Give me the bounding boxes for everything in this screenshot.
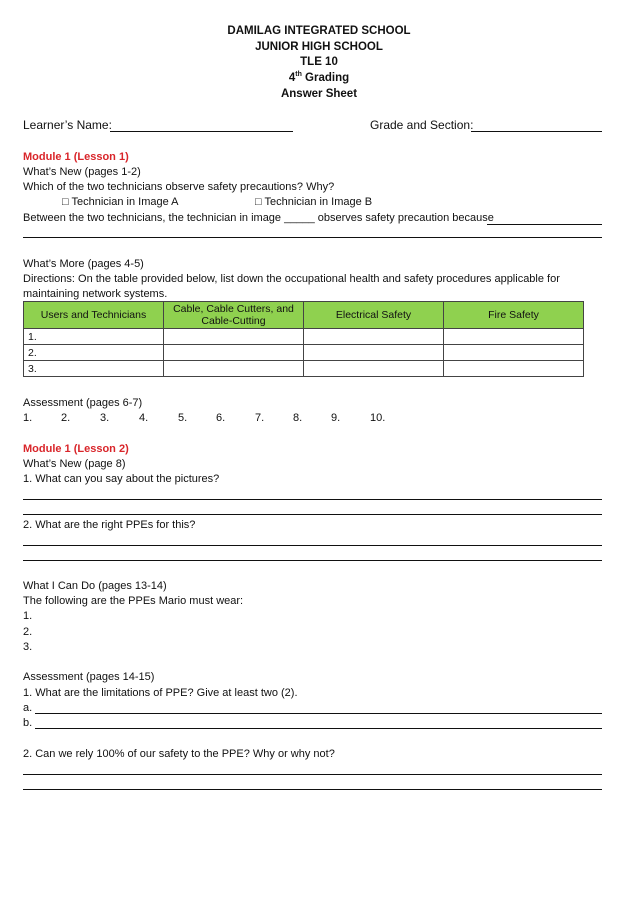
option-a-label: a. [23, 702, 33, 714]
table-cell[interactable] [444, 345, 584, 361]
table-cell[interactable] [164, 345, 304, 361]
grading-title [0, 71, 638, 84]
limitations-question: 1. What are the limitations of PPE? Give at least two (2). [23, 687, 298, 699]
answer-line[interactable] [23, 514, 602, 515]
table-row [24, 361, 584, 377]
lesson1-whats-new: What’s New (pages 1-2) [23, 166, 141, 178]
answer-line[interactable] [23, 560, 602, 561]
assessment-number: 7. [255, 412, 265, 424]
header-users-technicians: Users and Technicians [24, 302, 164, 329]
table-cell[interactable] [304, 329, 444, 345]
assessment-number: 1. [23, 412, 33, 424]
ppe-item: 1. [23, 610, 33, 622]
table-row [24, 329, 584, 345]
row-number: 1. [24, 329, 164, 345]
sheet-title: Answer Sheet [280, 88, 358, 100]
directions-line-1: Directions: On the table provided below, list down the occupational health and safety procedures applicable for [23, 273, 560, 285]
ppe-item: 2. [23, 626, 33, 638]
lesson1-title: Module 1 (Lesson 1) [23, 151, 129, 163]
table-cell[interactable] [164, 329, 304, 345]
directions-line-2: maintaining network systems. [23, 288, 168, 300]
option-a-checkbox[interactable]: □ Technician in Image A [62, 196, 179, 208]
learner-name-label: Learner’s Name: [23, 118, 112, 132]
whats-more-title: What’s More (pages 4-5) [23, 258, 144, 270]
assessment-number: 9. [331, 412, 341, 424]
assessment-number: 10. [370, 412, 386, 424]
ppe-item: 3. [23, 641, 33, 653]
lesson2-whats-new: What’s New (page 8) [23, 458, 126, 470]
school-name: DAMILAG INTEGRATED SCHOOL [227, 25, 411, 37]
assessment-number: 4. [139, 412, 149, 424]
answer-line[interactable] [35, 728, 602, 729]
table-cell[interactable] [164, 361, 304, 377]
answer-line[interactable] [35, 713, 602, 714]
can-do-description: The following are the PPEs Mario must wear: [23, 595, 244, 607]
lesson2-question-1: 1. What can you say about the pictures? [23, 473, 220, 485]
row-number: 3. [24, 361, 164, 377]
because-answer-line[interactable] [487, 224, 602, 225]
assessment-number: 5. [178, 412, 188, 424]
subject-title: TLE 10 [300, 56, 338, 68]
lesson2-title: Module 1 (Lesson 2) [23, 443, 129, 455]
answer-line[interactable] [23, 774, 602, 775]
learner-name-field[interactable] [110, 131, 293, 132]
answer-line[interactable] [23, 789, 602, 790]
lesson2-assessment-title: Assessment (pages 14-15) [23, 671, 155, 683]
header-fire-safety: Fire Safety [444, 302, 584, 329]
grade-section-label: Grade and Section: [370, 118, 474, 132]
assessment-number: 8. [293, 412, 303, 424]
grading-word: Grading [301, 71, 350, 84]
answer-line[interactable] [23, 499, 602, 500]
lesson2-question-2: 2. What are the right PPEs for this? [23, 519, 196, 531]
school-level: JUNIOR HIGH SCHOOL [255, 41, 383, 53]
grading-superscript: th [295, 71, 302, 78]
row-number: 2. [24, 345, 164, 361]
header-cable-cutting: Cable, Cable Cutters, and Cable-Cutting [164, 302, 304, 329]
assessment-number: 2. [61, 412, 71, 424]
table-header-row [24, 302, 584, 329]
table-cell[interactable] [444, 329, 584, 345]
lesson1-question: Which of the two technicians observe safety precautions? Why? [23, 181, 335, 193]
assessment-number: 3. [100, 412, 110, 424]
option-b-label: b. [23, 717, 33, 729]
osh-procedures-table [23, 301, 584, 377]
between-statement: Between the two technicians, the technician in image _____ observes safety precaution because [23, 212, 494, 224]
table-cell[interactable] [304, 361, 444, 377]
answer-line[interactable] [23, 237, 602, 238]
lesson1-assessment-title: Assessment (pages 6-7) [23, 397, 143, 409]
table-row [24, 345, 584, 361]
can-do-title: What I Can Do (pages 13-14) [23, 580, 167, 592]
answer-line[interactable] [23, 545, 602, 546]
grading-number: 4 [288, 71, 296, 84]
grade-section-field[interactable] [471, 131, 602, 132]
table-cell[interactable] [444, 361, 584, 377]
rely-question: 2. Can we rely 100% of our safety to the PPE? Why or why not? [23, 748, 335, 760]
header-electrical-safety: Electrical Safety [304, 302, 444, 329]
table-cell[interactable] [304, 345, 444, 361]
assessment-number: 6. [216, 412, 226, 424]
option-b-checkbox[interactable]: □ Technician in Image B [255, 196, 373, 208]
